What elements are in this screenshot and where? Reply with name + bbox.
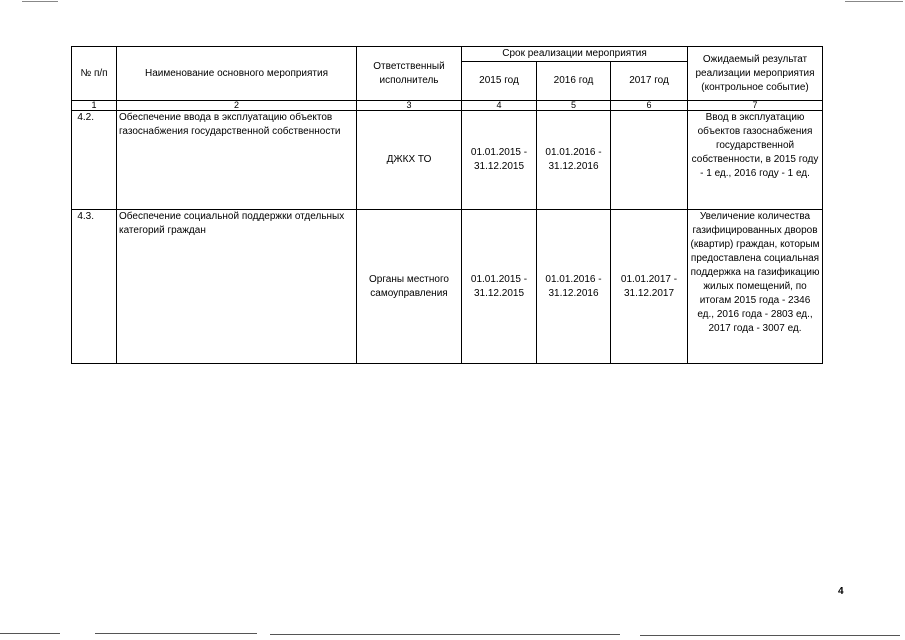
index-cell: 7 <box>688 101 823 111</box>
period-2016: 01.01.2016 - 31.12.2016 <box>537 210 611 364</box>
period-2017: 01.01.2017 - 31.12.2017 <box>611 210 688 364</box>
scan-artifact <box>95 633 257 634</box>
table-row <box>72 210 823 364</box>
row-number: 4.2. <box>72 111 117 210</box>
scan-artifact <box>845 1 903 2</box>
index-cell: 1 <box>72 101 117 111</box>
header-executor: Ответственный исполнитель <box>357 47 462 101</box>
period-2015: 01.01.2015 - 31.12.2015 <box>462 210 537 364</box>
index-cell: 4 <box>462 101 537 111</box>
scan-artifact <box>270 634 620 635</box>
index-row <box>72 101 823 111</box>
activities-table <box>71 46 823 364</box>
index-cell: 3 <box>357 101 462 111</box>
scan-edge-bottom <box>0 633 905 637</box>
scan-edge-top <box>0 0 905 3</box>
scan-artifact <box>22 1 58 2</box>
executor: ДЖКХ ТО <box>357 111 462 210</box>
header-result: Ожидаемый результат реализации мероприятия (контрольное событие) <box>688 47 823 101</box>
period-2016: 01.01.2016 - 31.12.2016 <box>537 111 611 210</box>
executor: Органы местного самоуправления <box>357 210 462 364</box>
index-cell: 2 <box>117 101 357 111</box>
header-row <box>72 47 823 62</box>
period-2015: 01.01.2015 - 31.12.2015 <box>462 111 537 210</box>
activity-name: Обеспечение социальной поддержки отдельных категорий граждан <box>117 210 357 364</box>
index-cell: 5 <box>537 101 611 111</box>
scan-artifact <box>0 633 60 634</box>
header-2015: 2015 год <box>462 62 537 101</box>
expected-result: Увеличение количества газифицированных дворов (квартир) граждан, которым предоставлена социальная поддержка на газификацию жилых помещений, по итогам 2015 года - 2346 ед., 2016 года - 2803 ед., 2017 года - 3007 ед. <box>688 210 823 364</box>
period-2017 <box>611 111 688 210</box>
header-2017: 2017 год <box>611 62 688 101</box>
index-cell: 6 <box>611 101 688 111</box>
header-name: Наименование основного мероприятия <box>117 47 357 101</box>
activity-name: Обеспечение ввода в эксплуатацию объектов газоснабжения государственной собственности <box>117 111 357 210</box>
header-num: № п/п <box>72 47 117 101</box>
scan-artifact <box>640 635 900 636</box>
expected-result: Ввод в эксплуатацию объектов газоснабжения государственной собственности, в 2015 году - 1 ед., 2016 году - 1 ед. <box>688 111 823 210</box>
page-number: 4 <box>838 586 844 597</box>
table-row <box>72 111 823 210</box>
header-period: Срок реализации мероприятия <box>462 47 688 62</box>
header-2016: 2016 год <box>537 62 611 101</box>
row-number: 4.3. <box>72 210 117 364</box>
